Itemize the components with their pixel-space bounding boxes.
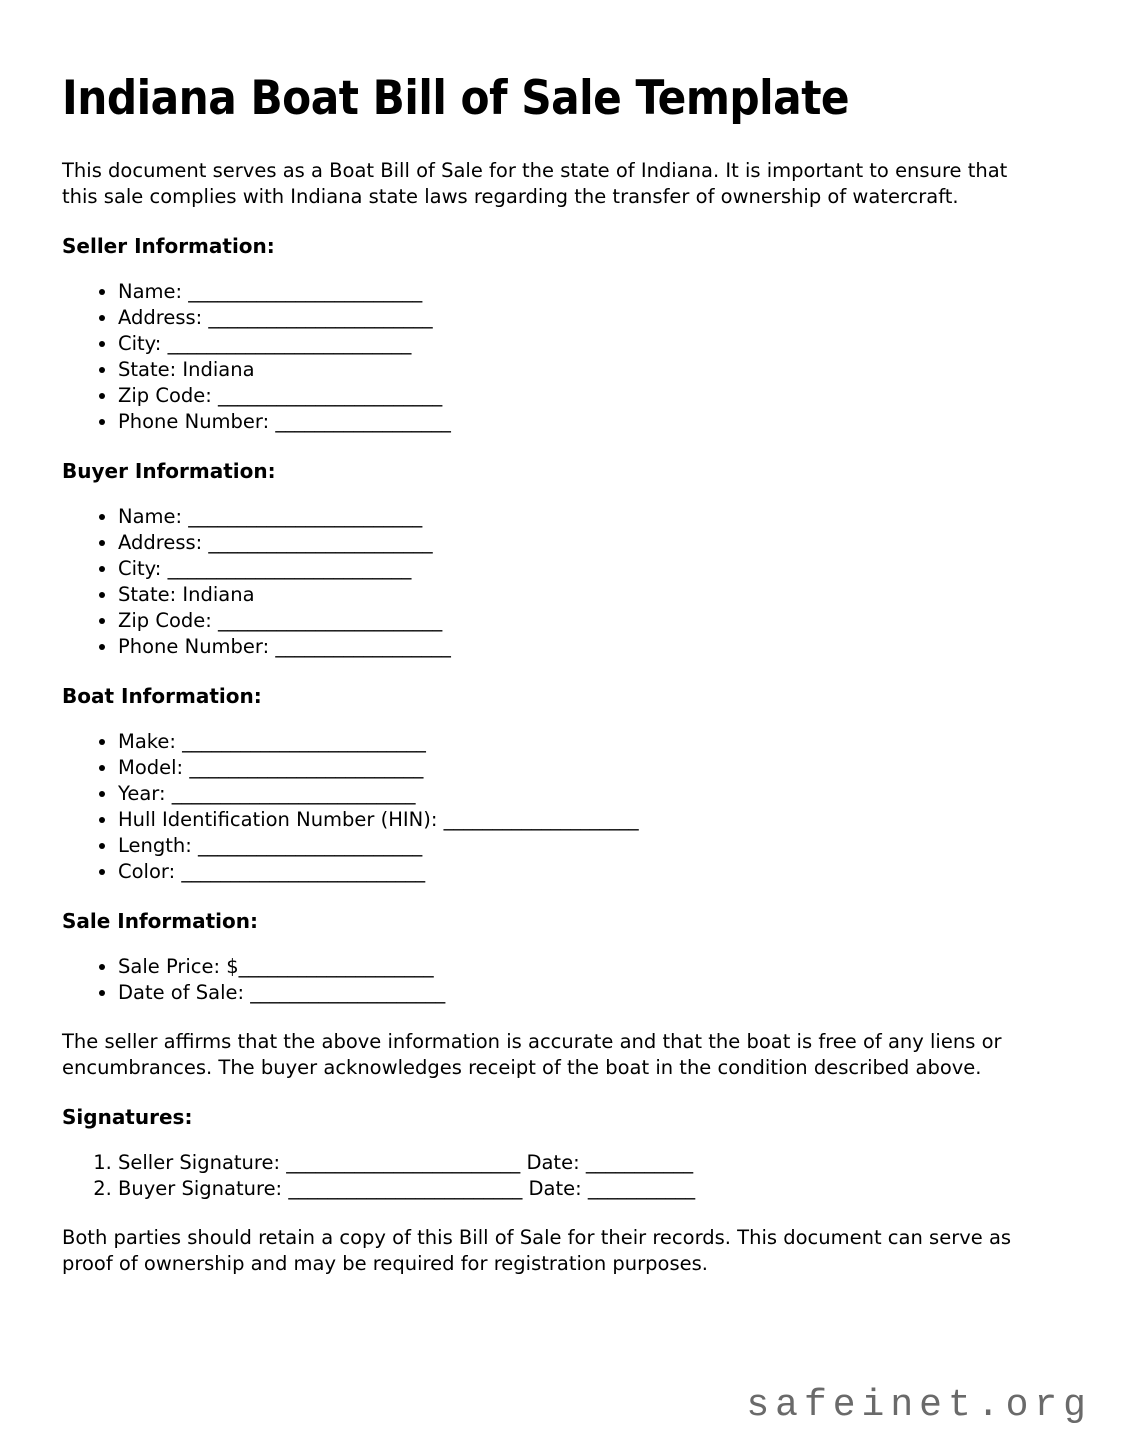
sale-price-line: • Sale Price: $____________________ xyxy=(118,954,1062,980)
intro-paragraph: This document serves as a Boat Bill of Sale for the state of Indiana. It is important to ensure that this sale complies with Indiana state laws regarding the transfer of ownership of watercraft. xyxy=(62,159,1008,208)
buyer-address-line: • Address: _______________________ xyxy=(118,530,1062,556)
seller-phone-line: • Phone Number: __________________ xyxy=(118,409,1062,435)
sale-info-list xyxy=(62,954,1062,1006)
affirmation-paragraph: The seller affirms that the above information is accurate and that the boat is free of any liens or encumbrances. The buyer acknowledges receipt of the boat in the condition described above. xyxy=(62,1030,1002,1079)
boat-model-line: • Model: ________________________ xyxy=(118,755,1062,781)
seller-info-list xyxy=(62,279,1062,435)
boat-make-line: • Make: _________________________ xyxy=(118,729,1062,755)
seller-signature-line: 1. Seller Signature: ________________________ Date: ___________ xyxy=(118,1150,1062,1176)
boat-color-line: • Color: _________________________ xyxy=(118,859,1062,885)
buyer-state-line: • State: Indiana xyxy=(118,582,1062,608)
document-title: Indiana Boat Bill of Sale Template xyxy=(62,71,850,126)
buyer-city-line: • City: _________________________ xyxy=(118,556,1062,582)
buyer-zip-line: • Zip Code: _______________________ xyxy=(118,608,1062,634)
buyer-info-list xyxy=(62,504,1062,660)
buyer-phone-line: • Phone Number: __________________ xyxy=(118,634,1062,660)
seller-state-line: • State: Indiana xyxy=(118,357,1062,383)
boat-info-list xyxy=(62,729,1062,885)
retention-paragraph: Both parties should retain a copy of this Bill of Sale for their records. This document can serve as proof of ownership and may be required for registration purposes. xyxy=(62,1226,1012,1275)
watermark-safeinet: safeinet.org xyxy=(746,1384,1092,1427)
boat-year-line: • Year: _________________________ xyxy=(118,781,1062,807)
signatures-section-heading: Signatures: xyxy=(62,1105,193,1129)
seller-city-line: • City: _________________________ xyxy=(118,331,1062,357)
boat-length-line: • Length: _______________________ xyxy=(118,833,1062,859)
seller-address-line: • Address: _______________________ xyxy=(118,305,1062,331)
buyer-name-line: • Name: ________________________ xyxy=(118,504,1062,530)
sale-date-line: • Date of Sale: ____________________ xyxy=(118,980,1062,1006)
seller-name-line: • Name: ________________________ xyxy=(118,279,1062,305)
seller-zip-line: • Zip Code: _______________________ xyxy=(118,383,1062,409)
buyer-signature-line: 2. Buyer Signature: ________________________ Date: ___________ xyxy=(118,1176,1062,1202)
boat-section-heading: Boat Information: xyxy=(62,684,262,708)
signatures-list xyxy=(62,1150,1062,1202)
buyer-section-heading: Buyer Information: xyxy=(62,459,276,483)
boat-hin-line: • Hull Identification Number (HIN): ____________________ xyxy=(118,807,1062,833)
sale-section-heading: Sale Information: xyxy=(62,909,258,933)
seller-section-heading: Seller Information: xyxy=(62,234,275,258)
